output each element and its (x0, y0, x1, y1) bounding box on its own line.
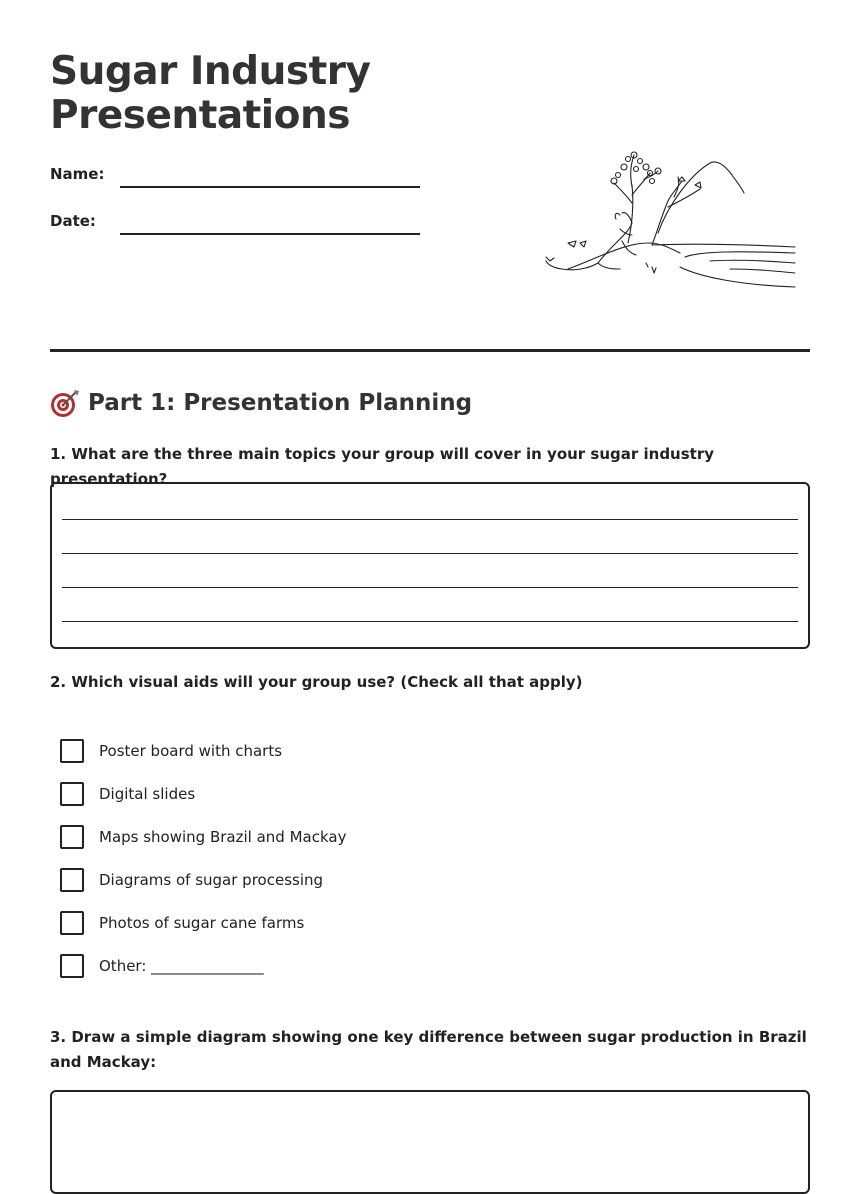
name-label: Name: (50, 165, 105, 183)
checkbox[interactable] (60, 868, 84, 892)
kangaroo-landscape-illustration (540, 145, 800, 295)
option-label: Photos of sugar cane farms (99, 914, 305, 932)
title-line-1: Sugar Industry (50, 49, 371, 94)
option-diagrams[interactable] (60, 868, 323, 892)
question-2: 2. Which visual aids will your group use? (Check all that apply) (50, 673, 583, 691)
option-poster-board[interactable] (60, 739, 282, 763)
option-digital-slides[interactable] (60, 782, 195, 806)
checkbox[interactable] (60, 825, 84, 849)
answer-line (62, 621, 798, 622)
target-dart-icon (50, 388, 80, 418)
option-label: Digital slides (99, 785, 196, 803)
option-label: Poster board with charts (99, 742, 283, 760)
option-label: Other: _______________ (99, 957, 264, 975)
option-maps[interactable] (60, 825, 346, 849)
section-heading (50, 388, 472, 418)
page-title (50, 50, 470, 138)
answer-line (62, 519, 798, 520)
title-line-2: Presentations (50, 93, 350, 138)
option-photos[interactable] (60, 911, 304, 935)
topics-answer-box[interactable] (50, 482, 810, 649)
answer-line (62, 587, 798, 588)
option-other[interactable] (60, 954, 264, 978)
answer-line (62, 553, 798, 554)
name-field[interactable] (120, 186, 420, 188)
option-label: Diagrams of sugar processing (99, 871, 324, 889)
date-field[interactable] (120, 233, 420, 235)
section-title-text: Part 1: Presentation Planning (88, 390, 473, 416)
checkbox[interactable] (60, 911, 84, 935)
checkbox[interactable] (60, 739, 84, 763)
section-divider (50, 349, 810, 352)
question-3: 3. Draw a simple diagram showing one key difference between sugar production in Brazil and Mackay: (50, 1028, 807, 1071)
option-label: Maps showing Brazil and Mackay (99, 828, 347, 846)
checkbox[interactable] (60, 782, 84, 806)
question-1: 1. What are the three main topics your group will cover in your sugar industry presentation? (50, 445, 715, 488)
date-label: Date: (50, 212, 96, 230)
diagram-drawing-box[interactable] (50, 1090, 810, 1194)
checkbox[interactable] (60, 954, 84, 978)
